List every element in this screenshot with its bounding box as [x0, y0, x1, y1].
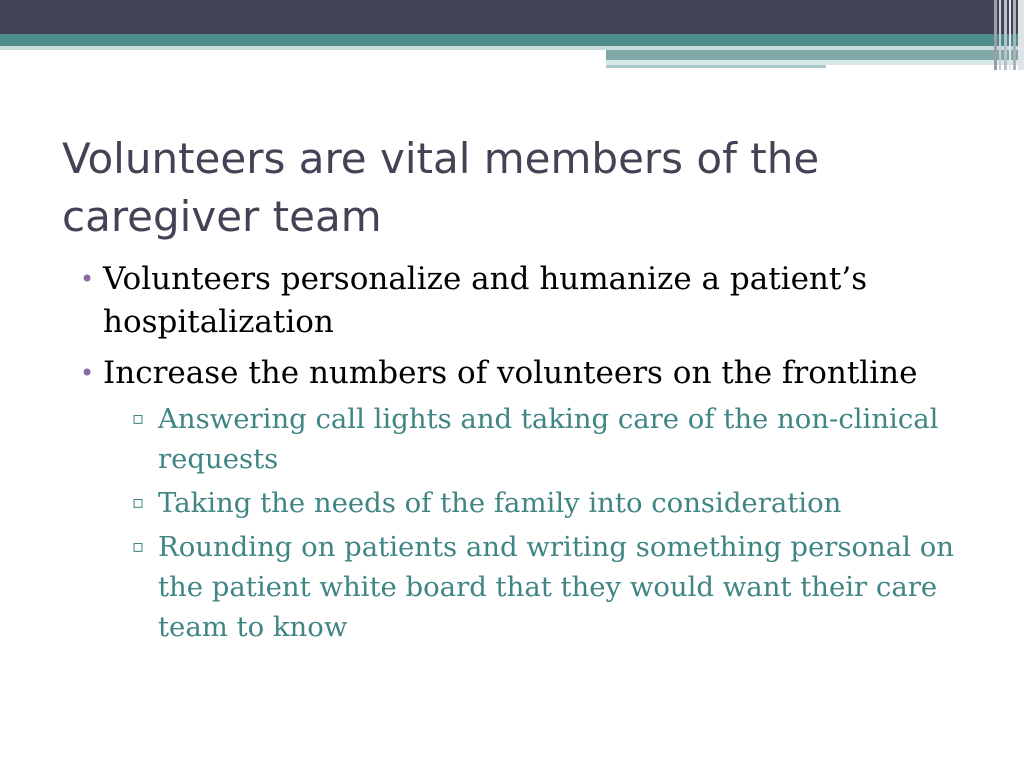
sub-bullet-text: Answering call lights and taking care of the non-clinical requests	[158, 403, 939, 475]
corner-stripe	[994, 0, 997, 70]
corner-stripe	[1009, 0, 1011, 70]
sub-bullet-item	[102, 399, 980, 479]
header-accent-line	[606, 65, 826, 68]
bullet-item	[80, 258, 980, 344]
header-accent-teal	[606, 50, 1024, 60]
corner-stripe	[1004, 0, 1007, 70]
corner-stripe	[1018, 0, 1024, 70]
sub-bullet-list	[103, 399, 980, 647]
square-bullet-icon: ▫	[132, 536, 145, 557]
header-band-teal	[0, 34, 1024, 46]
sub-bullet-item	[102, 527, 980, 647]
bullet-text: Increase the numbers of volunteers on the frontline	[103, 355, 918, 391]
sub-bullet-text: Taking the needs of the family into consideration	[158, 487, 842, 519]
bullet-dot-icon: •	[80, 359, 95, 387]
bullet-item	[80, 352, 980, 647]
square-bullet-icon: ▫	[132, 492, 145, 513]
sub-bullet-text: Rounding on patients and writing something personal on the patient white board that they would want their care team to know	[158, 531, 954, 643]
header-band-dark	[0, 0, 1024, 34]
bullet-text: Volunteers personalize and humanize a patient’s hospitalization	[103, 261, 868, 340]
corner-stripe	[999, 0, 1001, 70]
slide-title: Volunteers are vital members of the caregiver team	[62, 134, 820, 241]
bullet-dot-icon: •	[80, 265, 95, 293]
bullet-list	[80, 258, 980, 655]
corner-stripe	[1013, 0, 1016, 70]
square-bullet-icon: ▫	[132, 408, 145, 429]
sub-bullet-item	[102, 483, 980, 523]
